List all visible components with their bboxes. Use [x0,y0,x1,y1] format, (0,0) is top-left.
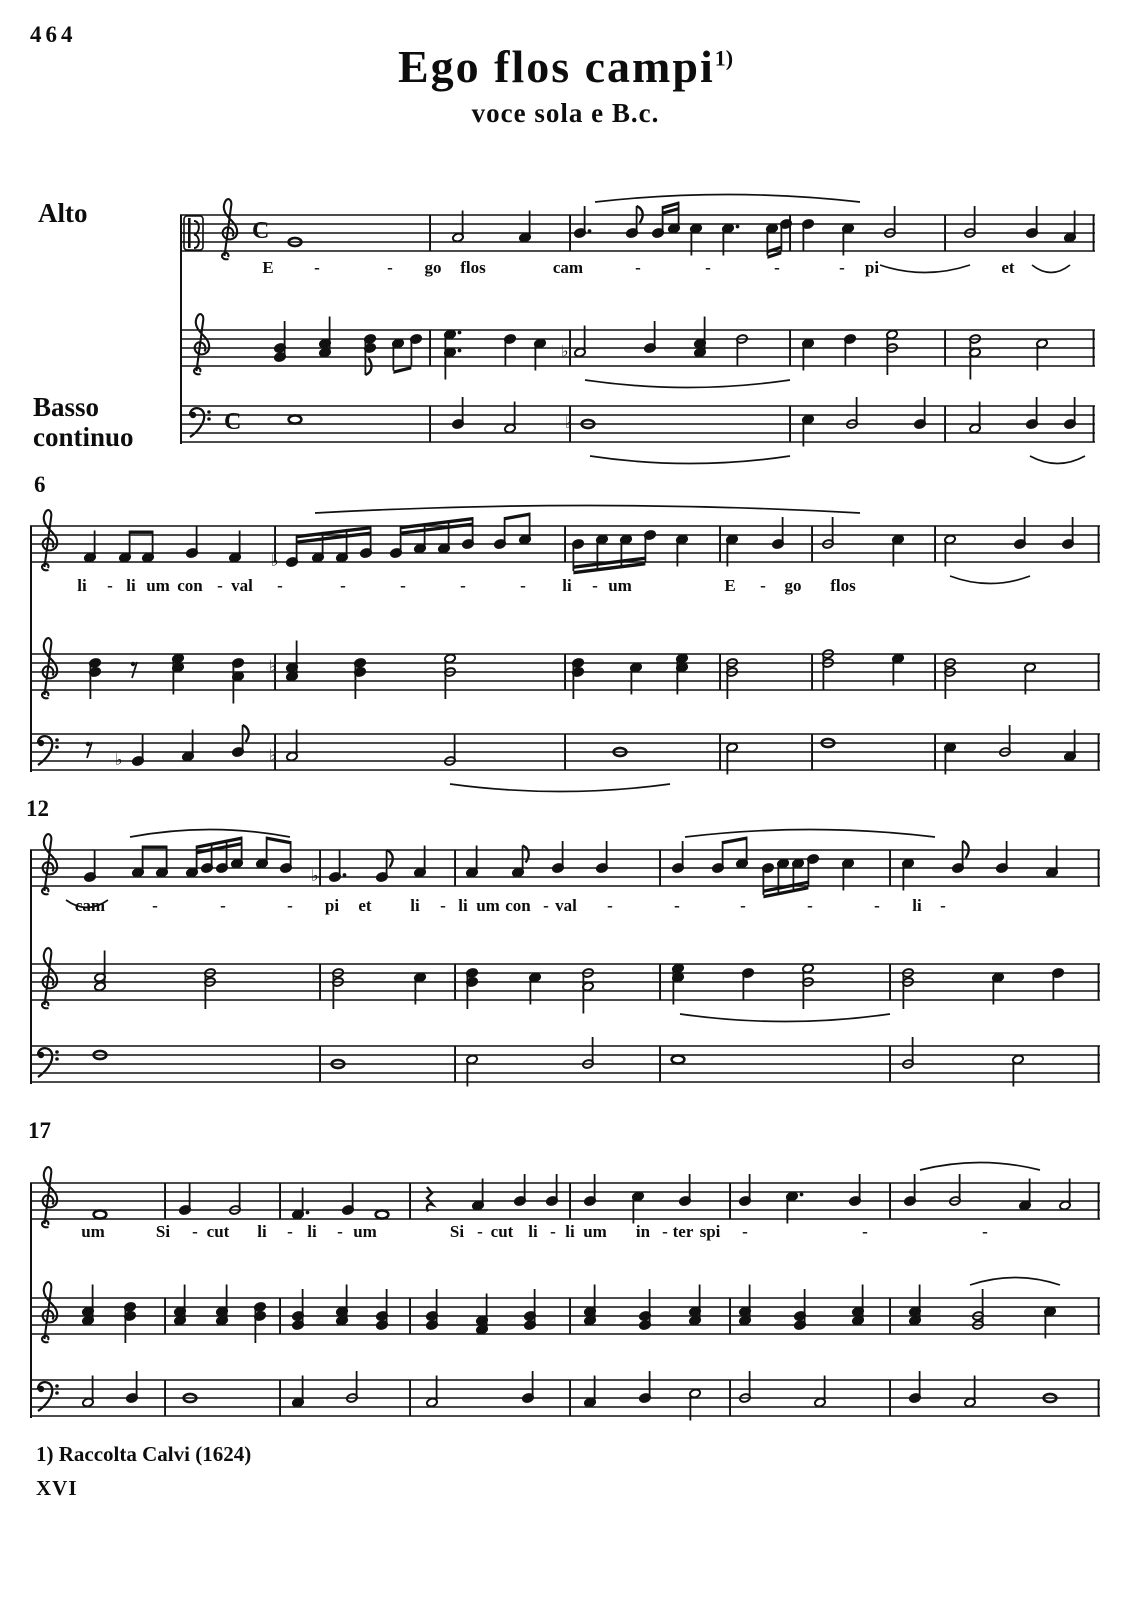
continuo-part-label [33,392,134,452]
lyric-syllable: - [674,896,680,915]
svg-text:♭: ♭ [269,745,277,765]
continuo-label-line2: continuo [33,422,134,453]
lyric-syllable: cut [490,1222,514,1241]
lyric-syllable: con [505,896,531,915]
lyric-syllable: li [410,896,420,915]
lyric-syllable: E [724,576,736,595]
svg-text:C: C [224,409,242,435]
svg-text:♭: ♭ [561,341,569,361]
lyric-syllable: um [146,576,170,595]
lyric-syllable: et [1001,258,1015,277]
lyric-syllable: um [476,896,500,915]
footnote: 1) Raccolta Calvi (1624) [36,1442,252,1466]
lyric-syllable: li [307,1222,317,1241]
system-2-continuo-bass-staff [30,704,1100,814]
lyric-syllable: - [774,258,780,277]
subtitle: voce sola e B.c. [471,98,660,128]
lyric-syllable: - [520,576,526,595]
svg-text:♭: ♭ [271,551,279,570]
lyric-syllable: - [277,576,283,595]
lyric-syllable: - [220,896,226,915]
lyric-syllable: li [126,576,136,595]
footnote-reference: 1) [714,45,734,71]
lyric-syllable: - [107,576,113,595]
lyric-syllable: - [662,1222,668,1241]
lyric-syllable: - [340,576,346,595]
lyric-syllable: um [608,576,632,595]
lyric-syllable: cam [552,258,584,277]
page-title [398,40,733,93]
lyric-syllable: li [565,1222,575,1241]
lyric-syllable: spi [699,1222,721,1241]
lyric-syllable: val [231,576,253,595]
staff-notation-svg [180,376,1095,486]
lyric-syllable: Si [155,1222,171,1241]
svg-text:♭: ♭ [115,750,123,769]
lyric-syllable: - [477,1222,483,1241]
lyric-syllable: ter [672,1222,694,1241]
lyric-syllable: - [440,896,446,915]
system-3-continuo-bass-staff [30,1016,1100,1126]
title-text: Ego flos campi [397,41,715,92]
lyric-syllable: um [81,1222,105,1241]
lyric-syllable: et [358,896,372,915]
lyric-syllable: - [152,896,158,915]
lyric-syllable: - [543,896,549,915]
lyric-syllable: - [400,576,406,595]
lyric-syllable: li [458,896,468,915]
measure-number-6: 6 [34,472,46,497]
lyric-syllable: li [528,1222,538,1241]
lyric-syllable: cut [206,1222,230,1241]
lyric-syllable: - [862,1222,868,1241]
lyric-syllable: um [583,1222,607,1241]
lyric-syllable: - [287,896,293,915]
plate-mark: XVI [36,1476,78,1500]
lyric-syllable: - [740,896,746,915]
svg-text:♭: ♭ [269,656,277,676]
continuo-label-line1: Basso [33,392,100,422]
svg-text:C: C [252,218,270,244]
staff-notation-svg [30,704,1100,814]
lyric-syllable: - [839,258,845,277]
lyric-syllable: - [607,896,613,915]
svg-text:♭: ♭ [311,866,319,885]
lyric-syllable: con [177,576,203,595]
voice-part-label: Alto [38,198,88,228]
measure-number-17: 17 [28,1118,51,1143]
lyric-syllable: - [550,1222,556,1241]
lyric-syllable: - [460,576,466,595]
lyric-syllable: - [874,896,880,915]
lyric-syllable: - [635,258,641,277]
lyric-syllable: E [262,258,274,277]
lyric-syllable: - [982,1222,988,1241]
lyric-syllable: - [217,576,223,595]
lyric-syllable: Si [449,1222,465,1241]
staff-notation-svg [30,1153,1100,1263]
title-block [0,40,1131,93]
lyrics-line-1 [0,258,1131,282]
lyric-syllable: li [77,576,87,595]
lyric-syllable: flos [460,258,486,277]
system-1-continuo-bass-staff [180,376,1095,486]
page-number: 464 [30,22,77,47]
lyrics-line-3 [0,896,1131,920]
lyrics-line-2 [0,576,1131,600]
lyric-syllable: li [562,576,572,595]
lyric-syllable: li [912,896,922,915]
lyrics-line-4 [0,1222,1131,1246]
lyric-syllable: val [555,896,577,915]
lyric-syllable: um [353,1222,377,1241]
lyric-syllable: pi [864,258,880,277]
lyric-syllable: go [424,258,442,277]
staff-notation-svg [30,1016,1100,1126]
lyric-syllable: - [742,1222,748,1241]
lyric-syllable: - [705,258,711,277]
measure-number-12: 12 [26,796,49,821]
system-4-alto-staff [30,1153,1100,1263]
svg-text:♭: ♭ [565,413,573,432]
lyric-syllable: - [387,258,393,277]
lyric-syllable: - [592,576,598,595]
lyric-syllable: flos [830,576,856,595]
lyric-syllable: - [314,258,320,277]
lyric-syllable: pi [324,896,340,915]
lyric-syllable: - [192,1222,198,1241]
lyric-syllable: go [784,576,802,595]
lyric-syllable: - [940,896,946,915]
lyric-syllable: - [807,896,813,915]
lyric-syllable: - [287,1222,293,1241]
lyric-syllable: cam [74,896,106,915]
lyric-syllable: - [337,1222,343,1241]
lyric-syllable: li [257,1222,267,1241]
lyric-syllable: in [635,1222,651,1241]
lyric-syllable: - [760,576,766,595]
